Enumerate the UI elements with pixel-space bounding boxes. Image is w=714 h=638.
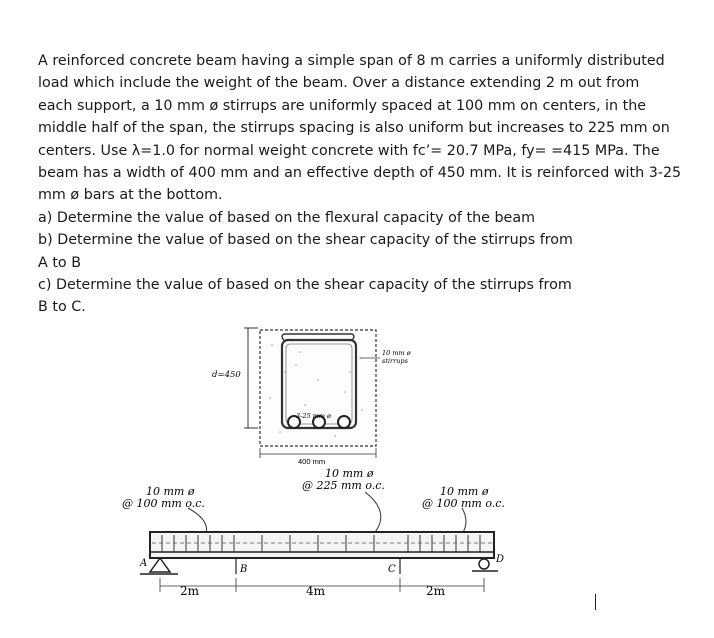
mid-spacing-label: @ 225 mm o.c. [302, 479, 385, 492]
mid-stirrup-label: 10 mm ø [325, 467, 374, 480]
question-a: a) Determine the value of based on the flexural capacity of the beam [38, 209, 536, 226]
point-a: A [140, 558, 148, 569]
left-stirrup-label: 10 mm ø [146, 485, 195, 498]
problem-line: centers. Use λ=1.0 for normal weight concrete with fc’= 20.7 MPa, fy= =415 MPa. The [38, 142, 660, 159]
question-c-cont: B to C. [38, 299, 86, 316]
beam-elevation [122, 467, 505, 598]
roller-support-d [479, 559, 489, 569]
cross-section [212, 328, 411, 466]
question-b-cont: A to B [38, 254, 82, 271]
problem-line: A reinforced concrete beam having a simple span of 8 m carries a uniformly distributed [38, 53, 665, 69]
stirrup-label: 10 mm ø [382, 349, 411, 357]
point-b: B [240, 564, 248, 575]
question-c: c) Determine the value of based on the shear capacity of the stirrups from [38, 277, 572, 294]
problem-line: middle half of the span, the stirrups spacing is also uniform but increases to 225 mm on [38, 120, 670, 137]
width-label: 400 mm [298, 457, 326, 466]
problem-line: mm ø bars at the bottom. [38, 187, 223, 204]
depth-label: d=450 [212, 370, 241, 380]
right-spacing-label: @ 100 mm o.c. [422, 497, 505, 510]
pin-support-a [150, 558, 170, 572]
text-cursor [595, 594, 596, 610]
beam [150, 532, 494, 558]
problem-line: each support, a 10 mm ø stirrups are uniformly spaced at 100 mm on centers, in the [38, 97, 647, 114]
point-c: C [388, 564, 396, 575]
bars-label: 3-25 mm ø [296, 412, 331, 420]
stirrup-label: stirrups [382, 357, 408, 365]
point-d: D [496, 554, 505, 565]
rebar [338, 416, 350, 428]
problem-line: load which include the weight of the beam. Over a distance extending 2 m out from [38, 75, 640, 92]
problem-line: beam has a width of 400 mm and an effective depth of 450 mm. It is reinforced with 3-25 [38, 165, 682, 182]
dim-mid: 4m [306, 584, 326, 598]
left-spacing-label: @ 100 mm o.c. [122, 497, 205, 510]
question-b: b) Determine the value of based on the shear capacity of the stirrups from [38, 232, 573, 249]
dim-left: 2m [180, 584, 200, 598]
dim-right: 2m [426, 584, 446, 598]
right-stirrup-label: 10 mm ø [440, 485, 489, 498]
